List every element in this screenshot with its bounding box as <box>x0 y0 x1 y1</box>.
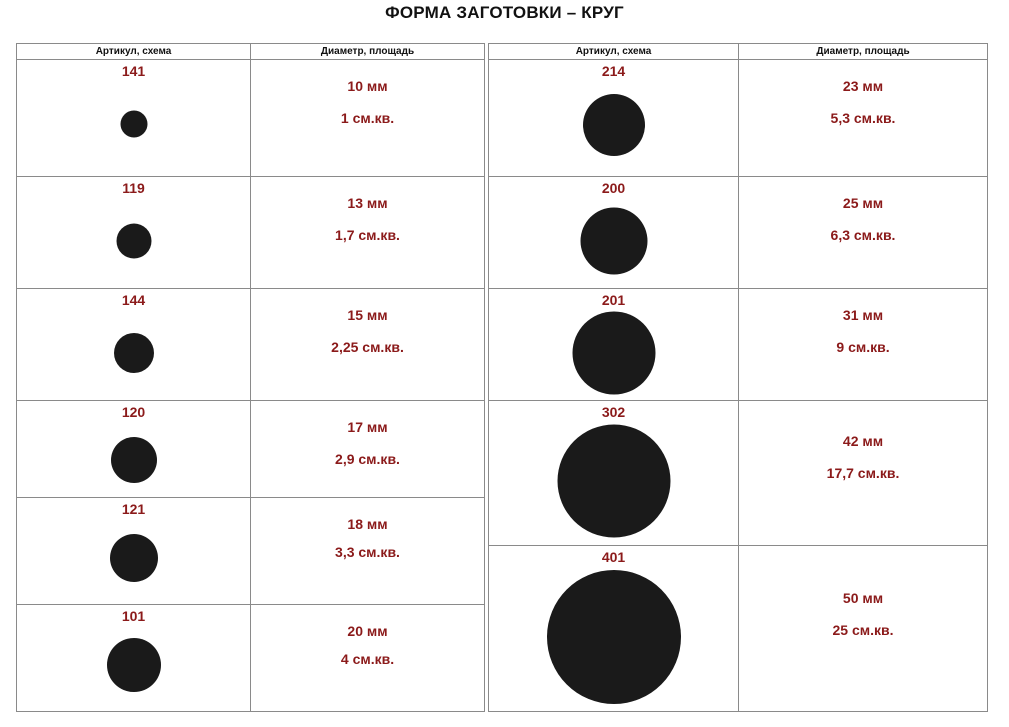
circle-shape <box>580 208 647 275</box>
diameter-value: 13 мм <box>347 195 388 211</box>
article-number: 144 <box>121 292 146 308</box>
area-value: 2,9 см.кв. <box>335 451 400 467</box>
table-row <box>489 289 988 401</box>
size-cell <box>251 289 485 401</box>
article-number: 120 <box>121 404 146 420</box>
circle-shape <box>557 425 670 538</box>
diameter-value: 50 мм <box>842 590 884 606</box>
article-number: 302 <box>601 404 626 420</box>
size-cell <box>739 289 988 401</box>
article-number: 119 <box>122 180 145 196</box>
circle-shape <box>114 333 154 373</box>
area-value: 4 см.кв. <box>340 651 395 667</box>
article-number: 200 <box>601 180 626 196</box>
article-number: 401 <box>601 549 626 565</box>
diameter-value: 23 мм <box>842 78 884 94</box>
table-row <box>17 401 485 498</box>
article-number: 141 <box>121 63 146 79</box>
area-value: 3,3 см.кв. <box>335 544 400 560</box>
size-cell <box>251 177 485 289</box>
table-row <box>17 289 485 401</box>
table-row <box>489 177 988 289</box>
circle-shape <box>107 638 161 692</box>
diameter-value: 18 мм <box>347 516 388 532</box>
size-cell <box>251 498 485 605</box>
area-value: 1 см.кв. <box>340 110 395 126</box>
diameter-value: 17 мм <box>347 419 388 435</box>
scheme-cell <box>17 177 251 289</box>
circle-shape <box>116 224 151 259</box>
left-table <box>16 43 485 712</box>
article-number: 121 <box>121 501 146 517</box>
area-value: 17,7 см.кв. <box>826 465 900 481</box>
scheme-cell <box>17 60 251 177</box>
table-row <box>489 546 988 712</box>
header-article: Артикул, схема <box>489 44 739 60</box>
article-number: 201 <box>601 292 626 308</box>
table-row <box>489 401 988 546</box>
header-diameter: Диаметр, площадь <box>251 44 485 60</box>
circle-shape <box>547 570 681 704</box>
scheme-cell <box>17 401 251 498</box>
area-value: 5,3 см.кв. <box>830 110 896 126</box>
scheme-cell <box>489 60 739 177</box>
table-row <box>489 60 988 177</box>
size-cell <box>739 401 988 546</box>
area-value: 6,3 см.кв. <box>830 227 896 243</box>
right-table <box>488 43 988 712</box>
scheme-cell <box>17 498 251 605</box>
diameter-value: 42 мм <box>842 433 884 449</box>
diameter-value: 25 мм <box>842 195 884 211</box>
scheme-cell <box>17 289 251 401</box>
size-cell <box>739 177 988 289</box>
circle-shape <box>572 312 655 395</box>
size-cell <box>739 60 988 177</box>
diameter-value: 20 мм <box>347 623 388 639</box>
scheme-cell <box>489 546 739 712</box>
diameter-value: 10 мм <box>347 78 388 94</box>
article-number: 214 <box>601 63 626 79</box>
area-value: 1,7 см.кв. <box>335 227 400 243</box>
scheme-cell <box>489 401 739 546</box>
scheme-cell <box>17 605 251 712</box>
header-diameter: Диаметр, площадь <box>739 44 988 60</box>
header-article: Артикул, схема <box>17 44 251 60</box>
circle-shape <box>110 534 158 582</box>
diameter-value: 15 мм <box>347 307 388 323</box>
page-title: ФОРМА ЗАГОТОВКИ – КРУГ <box>385 3 624 22</box>
article-number: 101 <box>121 608 146 624</box>
table-row <box>17 498 485 605</box>
area-value: 2,25 см.кв. <box>331 339 404 355</box>
area-value: 25 см.кв. <box>832 622 894 638</box>
size-cell <box>251 401 485 498</box>
scheme-cell <box>489 289 739 401</box>
circle-shape <box>120 111 147 138</box>
area-value: 9 см.кв. <box>836 339 890 355</box>
size-cell <box>739 546 988 712</box>
size-cell <box>251 60 485 177</box>
table-row <box>17 60 485 177</box>
size-cell <box>251 605 485 712</box>
circle-shape <box>583 94 645 156</box>
table-row <box>17 605 485 712</box>
scheme-cell <box>489 177 739 289</box>
circle-shape <box>111 437 157 483</box>
table-row <box>17 177 485 289</box>
left-table-header <box>17 44 485 60</box>
diameter-value: 31 мм <box>842 307 884 323</box>
right-table-header <box>489 44 988 60</box>
